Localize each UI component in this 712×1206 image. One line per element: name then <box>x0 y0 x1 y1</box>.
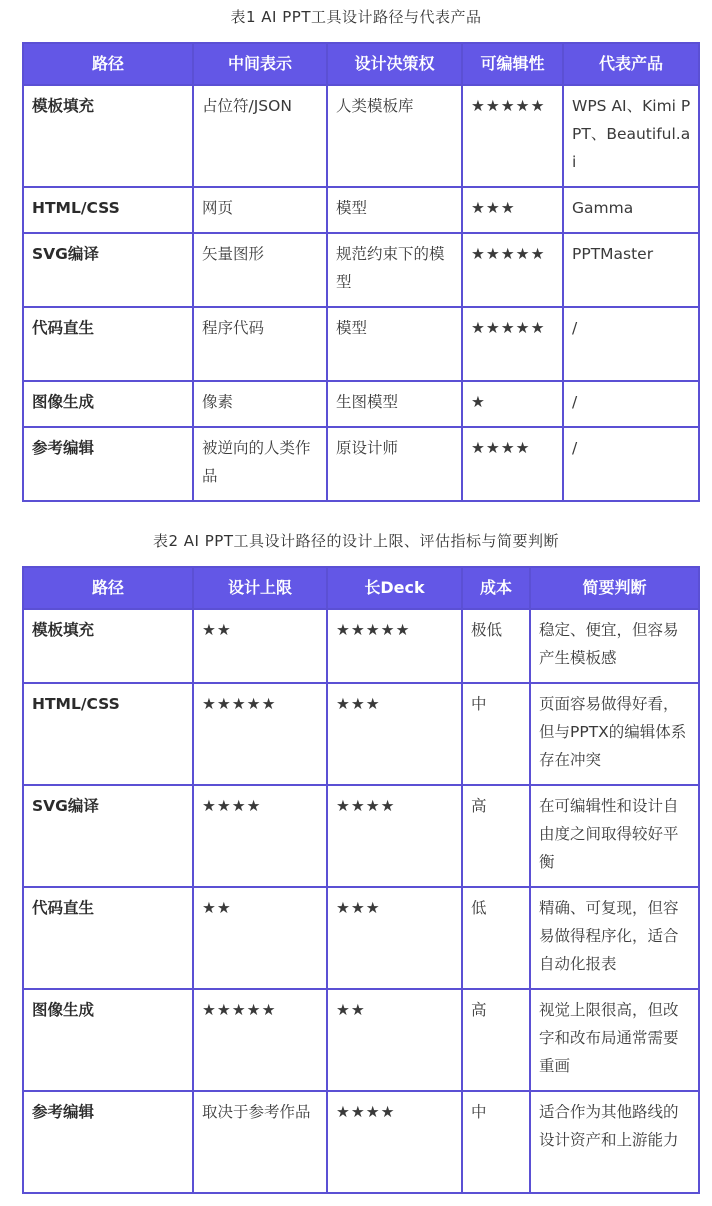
table1-header-path: 路径 <box>23 43 193 85</box>
table-cell: 极低 <box>462 609 530 683</box>
table2-header-cost: 成本 <box>462 567 530 609</box>
table-cell: 像素 <box>193 381 327 427</box>
table-row <box>23 427 699 501</box>
star-rating: ★★ <box>327 989 462 1091</box>
star-rating: ★★★★★ <box>462 85 563 187</box>
table-cell: 中 <box>462 1091 530 1193</box>
table-cell: 页面容易做得好看，但与PPTX的编辑体系存在冲突 <box>530 683 699 785</box>
table-cell: 图像生成 <box>23 989 193 1091</box>
table2-caption: 表2 AI PPT工具设计路径的设计上限、评估指标与简要判断 <box>152 532 560 550</box>
table-cell: 代码直生 <box>23 887 193 989</box>
table-cell: 稳定、便宜，但容易产生模板感 <box>530 609 699 683</box>
table-cell: 模板填充 <box>23 609 193 683</box>
table-cell: 在可编辑性和设计自由度之间取得较好平衡 <box>530 785 699 887</box>
table-cell: 规范约束下的模型 <box>327 233 462 307</box>
table-row <box>23 609 699 683</box>
table-cell: SVG编译 <box>23 785 193 887</box>
table2-header-judgement: 简要判断 <box>530 567 699 609</box>
table-cell: 视觉上限很高，但改字和改布局通常需要重画 <box>530 989 699 1091</box>
table-cell: 模板填充 <box>23 85 193 187</box>
table-cell: HTML/CSS <box>23 683 193 785</box>
table-row <box>23 785 699 887</box>
table-cell: 代码直生 <box>23 307 193 381</box>
table-cell: 适合作为其他路线的设计资产和上游能力 <box>530 1091 699 1193</box>
star-rating: ★★ <box>193 887 327 989</box>
table2-header-row <box>23 567 699 609</box>
table-cell: SVG编译 <box>23 233 193 307</box>
table-cell: 被逆向的人类作品 <box>193 427 327 501</box>
table1-header-editability: 可编辑性 <box>462 43 563 85</box>
table1-header-products: 代表产品 <box>563 43 699 85</box>
star-rating: ★ <box>462 381 563 427</box>
star-rating: ★★★★ <box>327 785 462 887</box>
table-cell: 参考编辑 <box>23 427 193 501</box>
star-rating: ★★★★★ <box>193 989 327 1091</box>
table-cell: 高 <box>462 989 530 1091</box>
table-cell: Gamma <box>563 187 699 233</box>
table-cell: / <box>563 381 699 427</box>
table-cell: 原设计师 <box>327 427 462 501</box>
table-cell: 占位符/JSON <box>193 85 327 187</box>
table2-header-path: 路径 <box>23 567 193 609</box>
table1-design-paths <box>22 42 700 502</box>
star-rating: ★★★★ <box>193 785 327 887</box>
table-cell: 低 <box>462 887 530 989</box>
table1-header-representation: 中间表示 <box>193 43 327 85</box>
table1-header-row <box>23 43 699 85</box>
table-row <box>23 1091 699 1193</box>
star-rating: ★★★★★ <box>462 233 563 307</box>
table2-header-design-ceiling: 设计上限 <box>193 567 327 609</box>
table-cell: 生图模型 <box>327 381 462 427</box>
table-row <box>23 307 699 381</box>
star-rating: ★★★★ <box>327 1091 462 1193</box>
table-row <box>23 85 699 187</box>
table-cell: 参考编辑 <box>23 1091 193 1193</box>
table-cell: HTML/CSS <box>23 187 193 233</box>
table-cell: 人类模板库 <box>327 85 462 187</box>
table-cell: / <box>563 427 699 501</box>
star-rating: ★★★ <box>462 187 563 233</box>
table-cell: 网页 <box>193 187 327 233</box>
table-cell: WPS AI、Kimi PPT、Beautiful.ai <box>563 85 699 187</box>
table-cell: 模型 <box>327 187 462 233</box>
table-row <box>23 187 699 233</box>
table2-design-evaluation <box>22 566 700 1194</box>
table-cell: / <box>563 307 699 381</box>
table1-header-decision: 设计决策权 <box>327 43 462 85</box>
star-rating: ★★★ <box>327 887 462 989</box>
star-rating: ★★★★★ <box>462 307 563 381</box>
table-row <box>23 381 699 427</box>
table1-caption: 表1 AI PPT工具设计路径与代表产品 <box>230 8 482 26</box>
table-row <box>23 887 699 989</box>
star-rating: ★★★ <box>327 683 462 785</box>
table-cell: 中 <box>462 683 530 785</box>
star-rating: ★★ <box>193 609 327 683</box>
table-row <box>23 233 699 307</box>
table-cell: 程序代码 <box>193 307 327 381</box>
star-rating: ★★★★ <box>462 427 563 501</box>
table-row <box>23 989 699 1091</box>
star-rating: ★★★★★ <box>193 683 327 785</box>
table-cell: 取决于参考作品 <box>193 1091 327 1193</box>
table-cell: 精确、可复现，但容易做得程序化，适合自动化报表 <box>530 887 699 989</box>
table-cell: 模型 <box>327 307 462 381</box>
table-cell: PPTMaster <box>563 233 699 307</box>
table-cell: 高 <box>462 785 530 887</box>
table-row <box>23 683 699 785</box>
star-rating: ★★★★★ <box>327 609 462 683</box>
table-cell: 矢量图形 <box>193 233 327 307</box>
table2-header-long-deck: 长Deck <box>327 567 462 609</box>
table-cell: 图像生成 <box>23 381 193 427</box>
